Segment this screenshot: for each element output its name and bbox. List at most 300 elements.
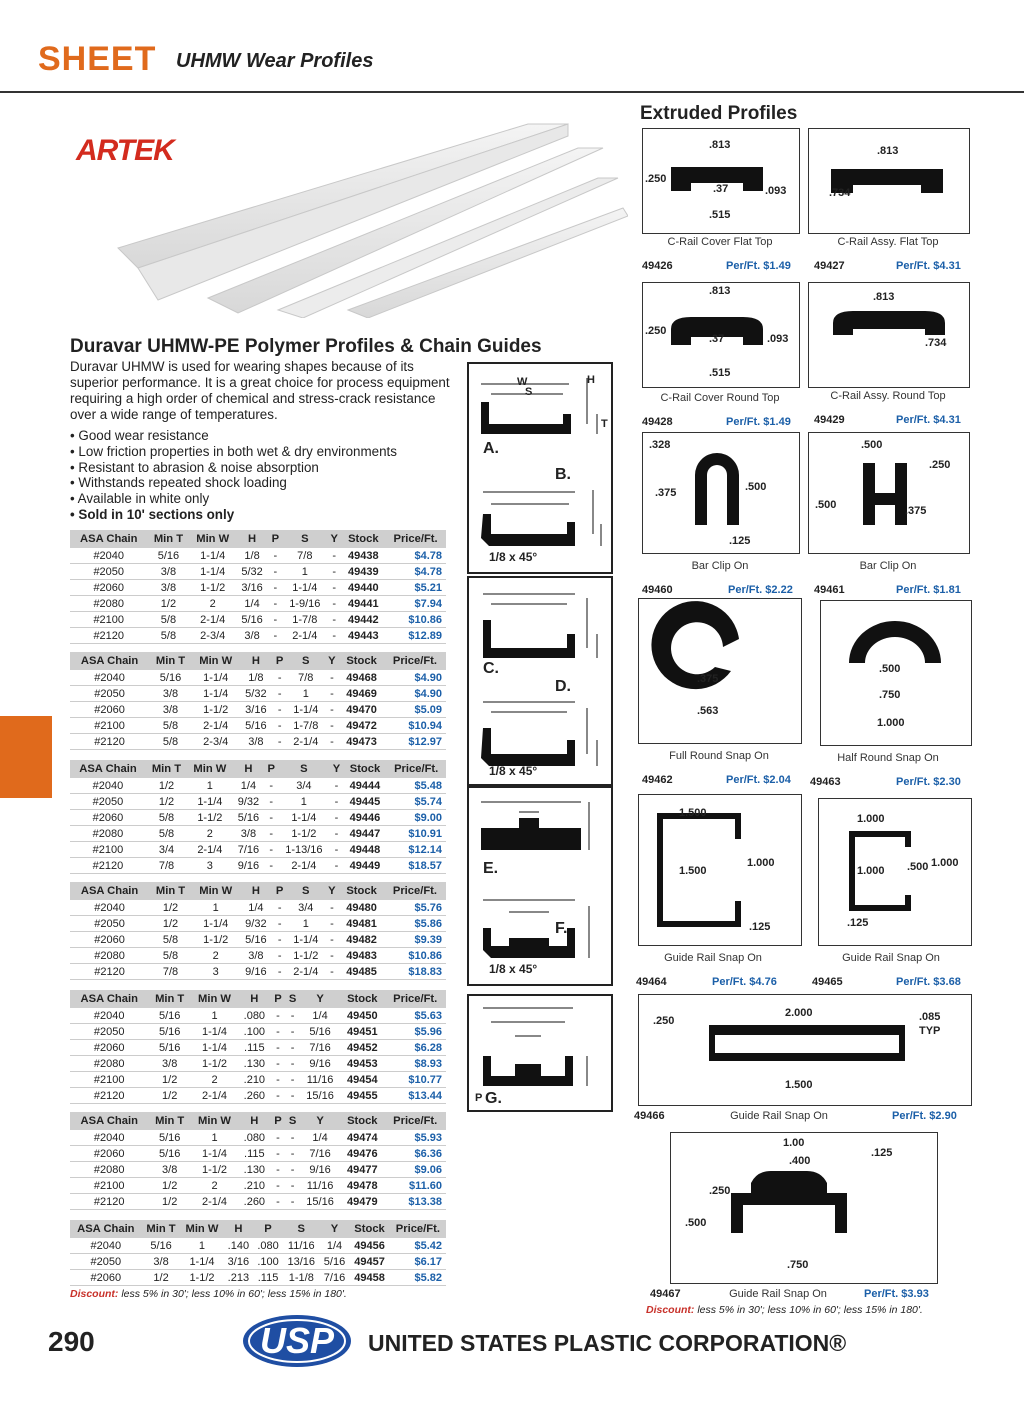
stock-number: 49461 [814, 584, 845, 596]
table-cell: 2-1/4 [191, 1088, 238, 1104]
profile-name: Guide Rail Snap On [730, 1110, 828, 1122]
table-cell: .080 [253, 1238, 283, 1254]
table-cell: 1-1/4 [287, 702, 324, 718]
table-cell: - [329, 794, 343, 810]
dim-label: .750 [787, 1259, 809, 1271]
profile-name: Guide Rail Snap On [664, 952, 762, 964]
table-cell: 1-7/8 [283, 612, 327, 628]
table-cell: #2040 [70, 1238, 142, 1254]
dim-label: .125 [847, 917, 869, 929]
column-header: P [272, 882, 287, 900]
table-cell: $6.28 [384, 1040, 446, 1056]
column-header: Price/Ft. [390, 1220, 446, 1238]
dim-label: .563 [697, 705, 719, 717]
table-cell: #2060 [70, 1146, 148, 1162]
table-cell: 1/4 [300, 1008, 340, 1024]
table-cell: - [285, 1194, 300, 1210]
table-cell: - [325, 734, 340, 750]
table-cell: #2060 [70, 702, 149, 718]
dim-label: S [525, 386, 533, 398]
table-cell: 9/16 [233, 858, 264, 874]
column-header: Min T [142, 1220, 181, 1238]
dim-label: .500 [745, 481, 767, 493]
table-cell: $10.94 [384, 718, 446, 734]
table-cell: 1 [192, 900, 240, 916]
dim-label: .500 [879, 663, 901, 675]
profile-box [642, 432, 800, 554]
diagram-letter-f: F. [555, 920, 568, 937]
table-cell: 3/8 [233, 826, 264, 842]
table-cell: 1/2 [146, 794, 187, 810]
table-cell: - [285, 1088, 300, 1104]
dim-label: .813 [877, 145, 899, 157]
table-cell: - [329, 778, 343, 794]
column-header: Min W [191, 990, 238, 1008]
table-cell: .260 [238, 1194, 270, 1210]
table-cell: 7/8 [149, 964, 192, 980]
column-header: H [238, 990, 270, 1008]
profile-box [808, 128, 970, 234]
column-header: S [285, 990, 300, 1008]
table-cell: 1-1/2 [189, 580, 236, 596]
table-cell: 15/16 [300, 1194, 340, 1210]
table-cell: #2040 [70, 548, 147, 564]
column-header: Price/Ft. [384, 652, 446, 670]
usp-logo [242, 1312, 352, 1370]
table-cell: 1/8 [236, 548, 268, 564]
table-cell: - [325, 718, 340, 734]
dim-label: .250 [645, 173, 667, 185]
diagram-letter-a: A. [483, 440, 499, 457]
table-cell: 5/16 [240, 718, 273, 734]
dim-label: 1.500 [679, 807, 707, 819]
spec-table [70, 882, 446, 980]
table-cell: #2100 [70, 612, 147, 628]
dim-label: .500 [861, 439, 883, 451]
table-cell: 5/16 [142, 1238, 181, 1254]
profile-box [670, 1132, 938, 1284]
table-cell: 2-1/4 [189, 612, 236, 628]
column-header: S [287, 882, 324, 900]
profile-box [818, 798, 972, 946]
table-cell: 9/16 [300, 1162, 340, 1178]
dim-label: .813 [873, 291, 895, 303]
table-cell: 5/16 [236, 612, 268, 628]
table-cell: - [268, 580, 282, 596]
discount-note-left: Discount: less 5% in 30'; less 10% in 60'; less 15% in 180'. [70, 1288, 347, 1300]
table-cell: 1 [287, 686, 324, 702]
table-cell: #2120 [70, 964, 149, 980]
column-header: Min T [149, 652, 192, 670]
dim-label: .375 [655, 487, 677, 499]
column-header: ASA Chain [70, 882, 149, 900]
table-cell: $5.42 [390, 1238, 446, 1254]
table-cell: 1-1/8 [283, 1270, 320, 1286]
profile-box [638, 794, 802, 946]
table-cell: 3 [187, 858, 233, 874]
table-cell: $9.39 [384, 932, 446, 948]
dim-label: TYP [919, 1025, 941, 1037]
table-cell: #2120 [70, 858, 146, 874]
table-cell: .080 [238, 1130, 270, 1146]
table-cell: 2-1/4 [287, 964, 324, 980]
table-cell: 49444 [344, 778, 387, 794]
table-cell: - [285, 1024, 300, 1040]
section-subtitle: UHMW Wear Profiles [176, 50, 374, 72]
dim-label: 2.000 [785, 1007, 813, 1019]
table-row [70, 794, 446, 810]
column-header: Price/Ft. [384, 882, 446, 900]
table-row [70, 580, 446, 596]
table-cell: .210 [238, 1072, 270, 1088]
table-cell: 7/8 [283, 548, 327, 564]
column-header: Stock [340, 990, 384, 1008]
table-cell: 2-1/4 [187, 842, 233, 858]
table-cell: - [285, 1072, 300, 1088]
diagram-cd [467, 576, 613, 786]
table-cell: - [325, 702, 340, 718]
table-row [70, 1008, 446, 1024]
diagram-letter-b: B. [555, 466, 571, 483]
column-header: S [285, 1112, 300, 1130]
table-cell: 49443 [341, 628, 385, 644]
table-cell: 1 [278, 794, 329, 810]
table-cell: - [268, 596, 282, 612]
stock-number: 49466 [634, 1110, 665, 1122]
table-cell: 9/32 [233, 794, 264, 810]
column-header: H [240, 652, 273, 670]
price: Per/Ft. $4.31 [896, 260, 961, 272]
column-header: P [268, 530, 282, 548]
spec-table [70, 652, 446, 750]
profile-name: Half Round Snap On [837, 752, 939, 764]
table-cell: $10.91 [386, 826, 446, 842]
table-cell: 49449 [344, 858, 387, 874]
table-cell: 49468 [339, 670, 384, 686]
table-cell: - [327, 580, 341, 596]
table-cell: 3/8 [148, 1056, 190, 1072]
table-row [70, 612, 446, 628]
table-cell: .100 [253, 1254, 283, 1270]
table-cell: 1-1/4 [180, 1254, 223, 1270]
table-cell: #2120 [70, 1194, 148, 1210]
table-cell: 13/16 [283, 1254, 320, 1270]
table-cell: 49470 [339, 702, 384, 718]
spec-table [70, 1112, 446, 1210]
table-cell: 49476 [340, 1146, 384, 1162]
profile-name: Guide Rail Snap On [729, 1288, 827, 1300]
spec-table [70, 990, 446, 1104]
feature-item: • Sold in 10' sections only [70, 506, 235, 522]
table-cell: $5.82 [390, 1270, 446, 1286]
dim-label: 1.000 [857, 865, 885, 877]
table-cell: $5.96 [384, 1024, 446, 1040]
table-cell: 3/4 [146, 842, 187, 858]
table-cell: - [271, 1162, 286, 1178]
table-header-row [70, 882, 446, 900]
table-cell: - [329, 858, 343, 874]
table-cell: 2-1/4 [278, 858, 329, 874]
dim-label: T [601, 418, 608, 430]
column-header: Y [329, 760, 343, 778]
table-cell: - [329, 826, 343, 842]
table-cell: 49473 [339, 734, 384, 750]
table-cell: $13.44 [384, 1088, 446, 1104]
column-header: Min T [146, 760, 187, 778]
table-cell: 49445 [344, 794, 387, 810]
table-cell: 5/16 [148, 1130, 190, 1146]
profile-box [638, 994, 972, 1106]
column-header: ASA Chain [70, 530, 147, 548]
dim-label: .375 [905, 505, 927, 517]
table-cell: 1-1/2 [187, 810, 233, 826]
table-cell: 49453 [340, 1056, 384, 1072]
table-cell: 1-1/4 [191, 1146, 238, 1162]
table-cell: - [329, 842, 343, 858]
table-cell: 7/8 [146, 858, 187, 874]
chamfer-label: 1/8 x 45° [489, 550, 538, 564]
table-cell: .210 [238, 1178, 270, 1194]
table-cell: 49447 [344, 826, 387, 842]
table-row [70, 548, 446, 564]
table-cell: 5/8 [147, 612, 189, 628]
column-header: Min W [180, 1220, 223, 1238]
table-cell: .260 [238, 1088, 270, 1104]
table-cell: 7/16 [300, 1040, 340, 1056]
table-cell: 3/8 [236, 628, 268, 644]
table-cell: 49458 [349, 1270, 389, 1286]
price: Per/Ft. $2.22 [728, 584, 793, 596]
table-cell: 3/8 [147, 580, 189, 596]
table-cell: $12.89 [385, 628, 446, 644]
table-row [70, 964, 446, 980]
dim-label: .093 [765, 185, 787, 197]
feature-item: • Low friction properties in both wet & dry environments [70, 443, 397, 459]
table-cell: - [271, 1072, 286, 1088]
dim-label: .085 [919, 1011, 941, 1023]
table-cell: #2050 [70, 1024, 148, 1040]
dim-label: .250 [645, 325, 667, 337]
table-cell: .130 [238, 1056, 270, 1072]
table-cell: - [271, 1178, 286, 1194]
table-cell: $11.60 [384, 1178, 446, 1194]
feature-item: • Available in white only [70, 491, 210, 507]
dim-label: P [475, 1092, 483, 1104]
dim-label: 1.000 [877, 717, 905, 729]
table-cell: - [327, 548, 341, 564]
feature-list [70, 428, 397, 523]
table-cell: 3/8 [240, 948, 273, 964]
dim-label: .813 [709, 285, 731, 297]
table-cell: 5/16 [149, 670, 192, 686]
table-cell: 5/8 [149, 734, 192, 750]
product-description: Duravar UHMW is used for wearing shapes because of its superior performance. It is a great choice for process equipment requiring a high order of chemical and stress-crack resistance over a wide range of temperatures. [70, 359, 450, 422]
table-cell: - [271, 1194, 286, 1210]
table-cell: 1-1/4 [283, 580, 327, 596]
table-header-row [70, 530, 446, 548]
table-cell: 5/16 [147, 548, 189, 564]
table-cell: #2050 [70, 564, 147, 580]
profile-box [820, 600, 972, 746]
table-cell: 1 [191, 1130, 238, 1146]
table-row [70, 1056, 446, 1072]
table-cell: - [264, 810, 278, 826]
table-row [70, 900, 446, 916]
spec-table [70, 530, 446, 644]
table-cell: - [264, 858, 278, 874]
table-cell: .100 [238, 1024, 270, 1040]
table-cell: - [329, 810, 343, 826]
column-header: Stock [339, 882, 384, 900]
table-cell: 7/16 [300, 1146, 340, 1162]
table-cell: - [325, 670, 340, 686]
table-cell: $9.00 [386, 810, 446, 826]
table-cell: 1-1/4 [189, 564, 236, 580]
stock-number: 49429 [814, 414, 845, 426]
diagram-ab [467, 362, 613, 574]
profile-name: Guide Rail Snap On [842, 952, 940, 964]
dim-label: 1.500 [679, 865, 707, 877]
table-cell: - [264, 778, 278, 794]
table-cell: - [271, 1146, 286, 1162]
profile-drawing [809, 433, 969, 553]
table-row [70, 1162, 446, 1178]
dim-label: .125 [729, 535, 751, 547]
table-cell: #2100 [70, 1072, 148, 1088]
table-cell: 5/32 [236, 564, 268, 580]
table-cell: - [264, 826, 278, 842]
table-cell: #2120 [70, 1088, 148, 1104]
column-header: Min T [148, 990, 190, 1008]
table-cell: 3/8 [149, 686, 192, 702]
table-cell: - [268, 548, 282, 564]
table-cell: #2080 [70, 1162, 148, 1178]
table-cell: 2 [187, 826, 233, 842]
table-cell: 1-1/2 [191, 1056, 238, 1072]
table-cell: - [327, 564, 341, 580]
dim-label: 1.00 [783, 1137, 805, 1149]
table-row [70, 670, 446, 686]
table-cell: 1/4 [320, 1238, 350, 1254]
profile-drawing [819, 799, 971, 945]
table-cell: 49474 [340, 1130, 384, 1146]
table-cell: 1/4 [300, 1130, 340, 1146]
table-cell: 5/32 [240, 686, 273, 702]
dim-label: 1.000 [747, 857, 775, 869]
dim-label: .400 [789, 1155, 811, 1167]
diagram-letter-g: G. [485, 1090, 502, 1107]
table-row [70, 916, 446, 932]
column-header: Stock [344, 760, 387, 778]
table-cell: 49472 [339, 718, 384, 734]
table-cell: 5/16 [148, 1024, 190, 1040]
column-header: Y [320, 1220, 350, 1238]
stock-number: 49460 [642, 584, 673, 596]
table-cell: 1-9/16 [283, 596, 327, 612]
table-cell: - [268, 628, 282, 644]
dim-label: .328 [649, 439, 671, 451]
price: Per/Ft. $4.31 [896, 414, 961, 426]
column-header: P [272, 652, 287, 670]
usp-logo-text: USP [260, 1320, 335, 1361]
table-cell: 9/16 [300, 1056, 340, 1072]
column-header: Min W [191, 1112, 238, 1130]
price: Per/Ft. $4.76 [712, 976, 777, 988]
stock-number: 49427 [814, 260, 845, 272]
table-cell: 7/16 [320, 1270, 350, 1286]
table-cell: 1-1/2 [180, 1270, 223, 1286]
profile-name: Full Round Snap On [669, 750, 769, 762]
profile-box [642, 128, 800, 234]
profile-name: C-Rail Assy. Round Top [830, 390, 946, 402]
table-cell: - [285, 1146, 300, 1162]
table-cell: 5/16 [148, 1040, 190, 1056]
table-row [70, 1146, 446, 1162]
column-header: P [271, 1112, 286, 1130]
dim-label: .250 [709, 1185, 731, 1197]
table-cell: 3/8 [147, 564, 189, 580]
table-cell: 11/16 [300, 1072, 340, 1088]
table-cell: $4.78 [385, 548, 446, 564]
column-header: Price/Ft. [384, 1112, 446, 1130]
dim-label: .125 [749, 921, 771, 933]
table-cell: $12.14 [386, 842, 446, 858]
column-header: S [278, 760, 329, 778]
table-cell: - [264, 794, 278, 810]
table-cell: 5/8 [146, 810, 187, 826]
feature-item: • Withstands repeated shock loading [70, 475, 287, 491]
table-cell: 1 [283, 564, 327, 580]
column-header: P [271, 990, 286, 1008]
table-cell: #2080 [70, 826, 146, 842]
profile-name: Bar Clip On [859, 560, 917, 572]
table-cell: 1 [187, 778, 233, 794]
table-cell: - [327, 628, 341, 644]
table-cell: 49439 [341, 564, 385, 580]
table-row [70, 932, 446, 948]
table-cell: .213 [224, 1270, 254, 1286]
table-cell: 3/8 [240, 734, 273, 750]
table-cell: 49454 [340, 1072, 384, 1088]
table-cell: $6.36 [384, 1146, 446, 1162]
table-header-row [70, 1112, 446, 1130]
table-cell: .115 [238, 1146, 270, 1162]
section-title: SHEET [38, 40, 157, 78]
table-cell: #2060 [70, 580, 147, 596]
table-cell: 1/4 [240, 900, 273, 916]
table-row [70, 1178, 446, 1194]
spec-table [70, 760, 446, 874]
table-cell: 1 [191, 1008, 238, 1024]
table-cell: 3/8 [148, 1162, 190, 1178]
product-photo [98, 118, 628, 318]
table-cell: #2040 [70, 900, 149, 916]
table-cell: #2050 [70, 794, 146, 810]
table-cell: 1/2 [148, 1178, 190, 1194]
table-cell: $5.74 [386, 794, 446, 810]
dim-label: .500 [685, 1217, 707, 1229]
table-cell: 1 [287, 916, 324, 932]
column-header: P [253, 1220, 283, 1238]
table-row [70, 778, 446, 794]
table-cell: - [325, 916, 340, 932]
table-cell: - [327, 612, 341, 628]
table-cell: $5.93 [384, 1130, 446, 1146]
table-cell: 1-1/4 [191, 1040, 238, 1056]
dim-label: .515 [709, 367, 731, 379]
table-cell: - [272, 948, 287, 964]
dim-label: .37 [709, 333, 725, 345]
